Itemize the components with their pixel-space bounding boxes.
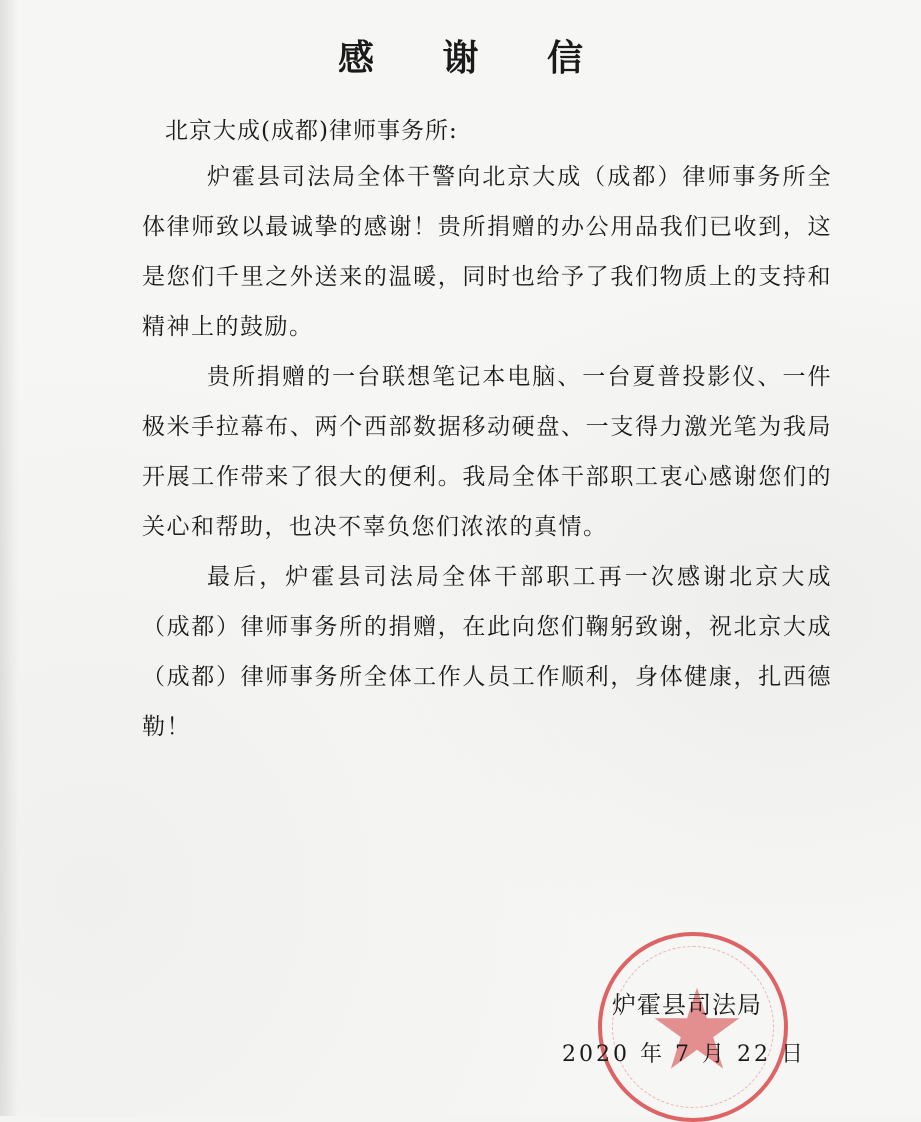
paragraph-3: 最后，炉霍县司法局全体干部职工再一次感谢北京大成（成都）律师事务所的捐赠，在此向您们鞠躬致谢，祝北京大成（成都）律师事务所全体工作人员工作顺利，身体健康，扎西德勒！ xyxy=(142,564,832,740)
letter-title: 感 谢 信 xyxy=(337,37,612,79)
scan-edge-shadow xyxy=(0,0,18,1116)
paragraph-1: 炉霍县司法局全体干警向北京大成（成都）律师事务所全体律师致以最诚挚的感谢！贵所捐赠的办公用品我们已收到，这是您们千里之外送来的温暖，同时也给予了我们物质上的支持和精神上的鼓励。 xyxy=(142,164,832,340)
salutation: 北京大成(成都)律师事务所: xyxy=(165,118,458,144)
official-seal xyxy=(598,932,788,1122)
letter-date: 2020 年 7 月 22 日 xyxy=(562,1042,806,1067)
signature-organization: 炉霍县司法局 xyxy=(612,991,762,1019)
paragraph-2: 贵所捐赠的一台联想笔记本电脑、一台夏普投影仪、一件极米手拉幕布、两个西部数据移动硬盘、一支得力激光笔为我局开展工作带来了很大的便利。我局全体干部职工衷心感谢您们的关心和帮助，也决不辜负您们浓浓的真情。 xyxy=(142,364,832,540)
